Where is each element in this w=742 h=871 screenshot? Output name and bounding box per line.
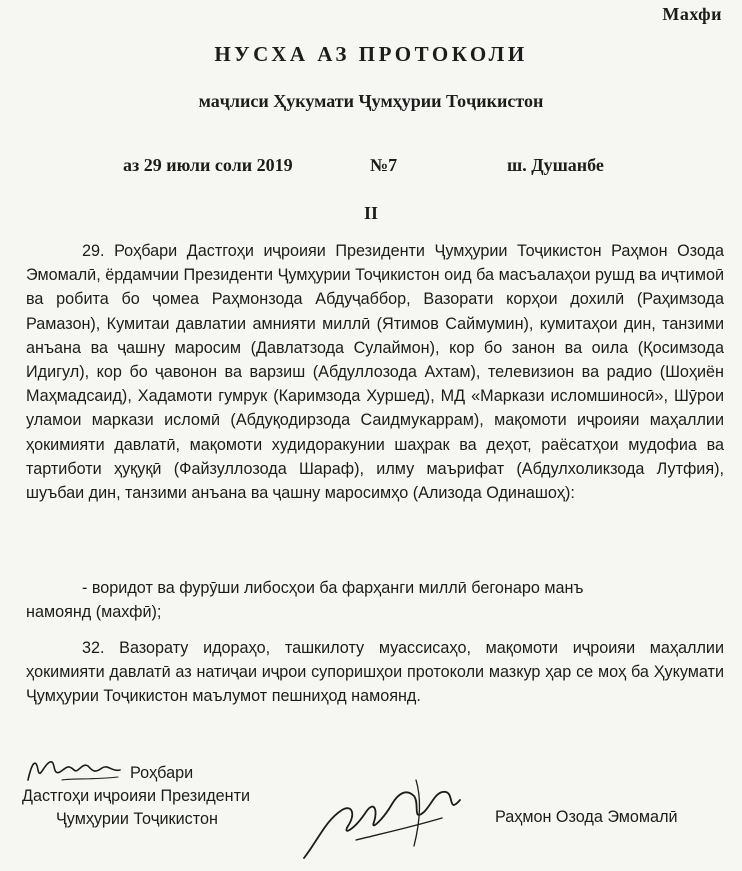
signer-title-line-1: Роҳбари [130,764,194,782]
paragraph-32 [26,636,724,709]
bullet-item [26,576,724,624]
signer-name: Раҳмон Озода Эмомалӣ [495,808,678,826]
section-number: II [363,203,378,223]
document-city: ш. Душанбе [507,155,604,175]
document-subtitle: маҷлиси Ҳукумати Ҷумҳурии Тоҷикистон [198,91,544,111]
handwritten-signature [296,770,466,865]
bullet-line-1: - воридот ва фурӯши либосҳои ба фарҳанги миллӣ бегонаро манъ [82,579,584,597]
signer-title-line-2: Дастгоҳи иҷроияи Президенти [22,787,251,805]
paragraph-29 [26,239,724,505]
signature-block [22,762,250,831]
bullet-line-2: намоянд (махфӣ); [26,603,162,622]
paragraph-29-text: 29. Роҳбари Дастгоҳи иҷроияи Президенти Ҷумҳурии Тоҷикистон Раҳмон Озода Эмомалӣ, ёрдамчии Президенти Ҷумҳурии Тоҷикистон оид ба масъалаҳои рушд ва иҷтимоӣ ва робита бо ҷомеа Раҳмонзода Абдуҷаббор, Вазорати корҳои дохилӣ (Раҳимзода Рамазон), Кумитаи давлатии амнияти миллӣ (Ятимов Саймумин), кумитаҳои дин, танзими анъана ва ҷашну маросим (Давлатзода Сулаймон), кор бо занон ва оила (Қосимзода Идигул), кор бо ҷавонон ва варзиш (Абдуллозода Ахтам), телевизион ва радио (Шоҳиён Маҳмадсаид), Хадамоти гумрук (Каримзода Хуршед), МД «Маркази исломшиносӣ», Шӯрои уламои маркази исломӣ (Абдуқодирзода Саидмукаррам), мақомоти иҷроияи маҳаллии ҳокимияти давлатӣ, мақомоти худидоракунии шаҳрак ва деҳот, раёсатҳои мудофиа ва тартиботи ҳуқуқӣ (Файзуллозода Шараф), илму маърифат (Абдулхоликзода Лутфия), шуъбаи дин, танзими анъана ва ҷашну маросимҳо (Ализода Одинашоҳ): [26,242,724,503]
document-title: НУСХА АЗ ПРОТОКОЛИ [214,42,528,66]
document-number: №7 [370,155,398,175]
document-date: аз 29 июли соли 2019 [123,155,293,175]
signer-title-line-3: Ҷумҳурии Тоҷикистон [56,810,218,828]
paragraph-32-text: 32. Вазорату идораҳо, ташкилоту муассисаҳо, мақомоти иҷроияи маҳаллии ҳокимияти давлатӣ аз натиҷаи иҷрои супоришҳои протоколи мазкур ҳар се моҳ ба Ҳукумати Ҷумҳурии Тоҷикистон маълумот пешниҳод намоянд. [26,639,724,706]
classification-label: Махфи [662,4,722,24]
